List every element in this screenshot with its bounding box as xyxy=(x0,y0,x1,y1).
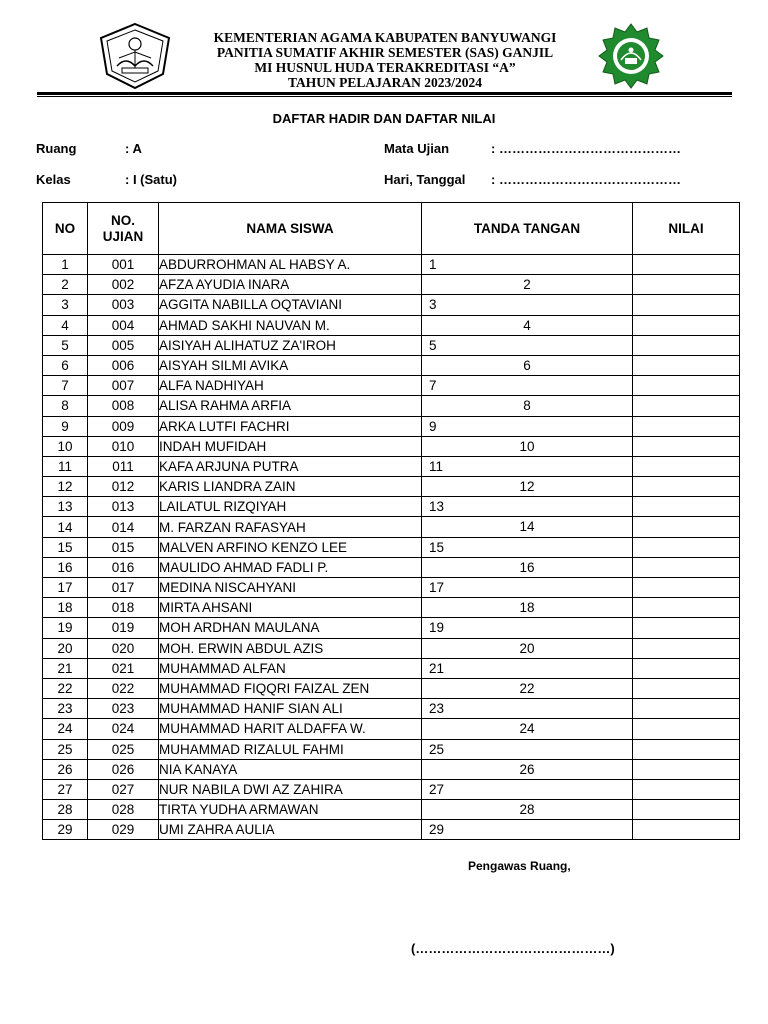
letterhead-line-committee: PANITIA SUMATIF AKHIR SEMESTER (SAS) GANJIL xyxy=(216,45,554,60)
signature-slot-number: 3 xyxy=(429,297,437,313)
cell-nama-siswa: AHMAD SAKHI NAUVAN M. xyxy=(159,315,422,335)
table-row xyxy=(43,739,740,759)
cell-nama-siswa: KARIS LIANDRA ZAIN xyxy=(159,477,422,497)
cell-no-ujian: 009 xyxy=(88,416,159,436)
cell-nama-siswa: MAULIDO AHMAD FADLI P. xyxy=(159,557,422,577)
cell-tanda-tangan[interactable] xyxy=(422,779,633,799)
table-row xyxy=(43,517,740,537)
cell-no: 3 xyxy=(43,295,88,315)
cell-no-ujian: 014 xyxy=(88,517,159,537)
signature-slot-number: 18 xyxy=(519,600,535,616)
cell-nilai[interactable] xyxy=(633,255,740,275)
cell-no-ujian: 002 xyxy=(88,275,159,295)
cell-nilai[interactable] xyxy=(633,315,740,335)
table-row xyxy=(43,779,740,799)
cell-no: 25 xyxy=(43,739,88,759)
cell-no-ujian: 022 xyxy=(88,678,159,698)
cell-no-ujian: 008 xyxy=(88,396,159,416)
cell-tanda-tangan[interactable] xyxy=(422,678,633,698)
cell-nama-siswa: MUHAMMAD ALFAN xyxy=(159,658,422,678)
signature-slot-number: 19 xyxy=(429,620,445,636)
cell-no-ujian: 010 xyxy=(88,436,159,456)
table-row xyxy=(43,255,740,275)
kelas-label: Kelas xyxy=(36,172,71,187)
cell-no-ujian: 004 xyxy=(88,315,159,335)
cell-nama-siswa: ABDURROHMAN AL HABSY A. xyxy=(159,255,422,275)
signature-slot-number: 5 xyxy=(429,337,437,353)
cell-nilai[interactable] xyxy=(633,295,740,315)
school-emblem-icon xyxy=(591,22,671,90)
letterhead-line-school: MI HUSNUL HUDA TERAKREDITASI “A” xyxy=(254,60,516,75)
cell-no: 20 xyxy=(43,638,88,658)
signature-slot-number: 2 xyxy=(523,277,531,293)
cell-no: 1 xyxy=(43,255,88,275)
cell-nama-siswa: MALVEN ARFINO KENZO LEE xyxy=(159,537,422,557)
table-row xyxy=(43,759,740,779)
cell-no-ujian: 015 xyxy=(88,537,159,557)
cell-nilai[interactable] xyxy=(633,355,740,375)
table-row xyxy=(43,416,740,436)
cell-nama-siswa: INDAH MUFIDAH xyxy=(159,436,422,456)
hari-tanggal-value: : …………………………………… xyxy=(491,172,681,187)
letterhead xyxy=(0,0,768,100)
cell-tanda-tangan[interactable] xyxy=(422,416,633,436)
cell-no-ujian: 027 xyxy=(88,779,159,799)
cell-nilai[interactable] xyxy=(633,436,740,456)
cell-no: 14 xyxy=(43,517,88,537)
signature-slot-number: 11 xyxy=(429,458,444,474)
signature-slot-number: 1 xyxy=(429,257,437,272)
table-row xyxy=(43,658,740,678)
cell-tanda-tangan[interactable] xyxy=(422,557,633,577)
signature-slot-number: 10 xyxy=(519,438,535,454)
table-row xyxy=(43,456,740,476)
letterhead-line-year: TAHUN PELAJARAN 2023/2024 xyxy=(287,75,482,90)
signature-slot-number: 17 xyxy=(429,580,445,595)
signature-slot-number: 25 xyxy=(429,741,445,757)
cell-no-ujian: 018 xyxy=(88,598,159,618)
cell-tanda-tangan[interactable] xyxy=(422,699,633,719)
cell-nama-siswa: AGGITA NABILLA OQTAVIANI xyxy=(159,295,422,315)
cell-no: 22 xyxy=(43,678,88,698)
cell-no-ujian: 016 xyxy=(88,557,159,577)
cell-nama-siswa: ALFA NADHIYAH xyxy=(159,376,422,396)
cell-no-ujian: 019 xyxy=(88,618,159,638)
cell-nilai[interactable] xyxy=(633,396,740,416)
cell-no-ujian: 020 xyxy=(88,638,159,658)
cell-nilai[interactable] xyxy=(633,578,740,598)
table-row xyxy=(43,719,740,739)
signature-slot-number: 16 xyxy=(519,559,535,575)
attendance-grade-table xyxy=(42,202,740,840)
cell-tanda-tangan[interactable] xyxy=(422,436,633,456)
cell-tanda-tangan[interactable] xyxy=(422,497,633,517)
cell-tanda-tangan[interactable] xyxy=(422,578,633,598)
cell-no-ujian: 029 xyxy=(88,820,159,840)
header-nama-siswa: NAMA SISWA xyxy=(159,203,422,255)
signature-slot-number: 22 xyxy=(519,680,535,696)
table-row xyxy=(43,598,740,618)
signature-slot-number: 28 xyxy=(519,802,535,818)
cell-no: 15 xyxy=(43,537,88,557)
cell-no-ujian: 013 xyxy=(88,497,159,517)
cell-nama-siswa: MEDINA NISCAHYANI xyxy=(159,578,422,598)
cell-nilai[interactable] xyxy=(633,678,740,698)
cell-nilai[interactable] xyxy=(633,638,740,658)
cell-nilai[interactable] xyxy=(633,456,740,476)
cell-no: 23 xyxy=(43,699,88,719)
signature-slot-number: 8 xyxy=(523,398,531,414)
table-row xyxy=(43,618,740,638)
cell-tanda-tangan[interactable] xyxy=(422,820,633,840)
cell-no-ujian: 007 xyxy=(88,376,159,396)
cell-tanda-tangan[interactable] xyxy=(422,598,633,618)
cell-no: 7 xyxy=(43,376,88,396)
cell-nama-siswa: MUHAMMAD RIZALUL FAHMI xyxy=(159,739,422,759)
cell-nama-siswa: MUHAMMAD FIQQRI FAIZAL ZEN xyxy=(159,678,422,698)
cell-no: 17 xyxy=(43,578,88,598)
cell-no-ujian: 001 xyxy=(88,255,159,275)
letterhead-text xyxy=(185,30,585,90)
header-no-ujian xyxy=(88,203,159,255)
cell-no: 29 xyxy=(43,820,88,840)
cell-no: 21 xyxy=(43,658,88,678)
ruang-label: Ruang xyxy=(36,141,77,156)
cell-nilai[interactable] xyxy=(633,477,740,497)
cell-no: 9 xyxy=(43,416,88,436)
pengawas-label: Pengawas Ruang, xyxy=(468,859,571,873)
cell-no: 18 xyxy=(43,598,88,618)
cell-nilai[interactable] xyxy=(633,275,740,295)
cell-nilai[interactable] xyxy=(633,376,740,396)
cell-nilai[interactable] xyxy=(633,658,740,678)
header-no-ujian-line1: NO. xyxy=(110,212,135,228)
cell-no-ujian: 011 xyxy=(88,456,159,476)
signature-slot-number: 27 xyxy=(429,781,445,797)
cell-nama-siswa: M. FARZAN RAFASYAH xyxy=(159,517,422,537)
letterhead-rule-thick xyxy=(37,92,732,95)
header-tanda-tangan: TANDA TANGAN xyxy=(422,203,633,255)
table-row xyxy=(43,800,740,820)
cell-nama-siswa: ALISA RAHMA ARFIA xyxy=(159,396,422,416)
cell-tanda-tangan[interactable] xyxy=(422,658,633,678)
cell-tanda-tangan[interactable] xyxy=(422,517,633,537)
table-row xyxy=(43,355,740,375)
cell-nama-siswa: KAFA ARJUNA PUTRA xyxy=(159,456,422,476)
signature-slot-number: 15 xyxy=(429,539,445,555)
cell-tanda-tangan[interactable] xyxy=(422,618,633,638)
signature-placeholder: (………………………………………) xyxy=(411,941,615,956)
mata-ujian-label: Mata Ujian xyxy=(384,141,450,156)
signature-slot-number: 9 xyxy=(429,418,437,434)
cell-no: 4 xyxy=(43,315,88,335)
table-row xyxy=(43,820,740,840)
cell-no: 6 xyxy=(43,355,88,375)
signature-slot-number: 26 xyxy=(519,761,535,777)
signature-slot-number: 12 xyxy=(519,479,535,495)
cell-nilai[interactable] xyxy=(633,820,740,840)
header-no-ujian-line2: UJIAN xyxy=(102,228,144,244)
cell-tanda-tangan[interactable] xyxy=(422,255,633,275)
cell-tanda-tangan[interactable] xyxy=(422,335,633,355)
kelas-value: : I (Satu) xyxy=(125,172,177,187)
cell-tanda-tangan[interactable] xyxy=(422,376,633,396)
cell-no: 12 xyxy=(43,477,88,497)
cell-no-ujian: 005 xyxy=(88,335,159,355)
table-body xyxy=(43,255,740,840)
cell-nilai[interactable] xyxy=(633,416,740,436)
table-row xyxy=(43,295,740,315)
cell-no-ujian: 017 xyxy=(88,578,159,598)
cell-nama-siswa: MUHAMMAD HANIF SIAN ALI xyxy=(159,699,422,719)
kemenag-emblem-icon xyxy=(95,22,175,90)
cell-nama-siswa: MOH ARDHAN MAULANA xyxy=(159,618,422,638)
cell-nama-siswa: NIA KANAYA xyxy=(159,759,422,779)
cell-no-ujian: 028 xyxy=(88,800,159,820)
cell-no: 13 xyxy=(43,497,88,517)
cell-tanda-tangan[interactable] xyxy=(422,295,633,315)
cell-nama-siswa: NUR NABILA DWI AZ ZAHIRA xyxy=(159,779,422,799)
cell-tanda-tangan[interactable] xyxy=(422,396,633,416)
cell-nilai[interactable] xyxy=(633,537,740,557)
cell-nama-siswa: AISYAH SILMI AVIKA xyxy=(159,355,422,375)
cell-nilai[interactable] xyxy=(633,598,740,618)
cell-no-ujian: 003 xyxy=(88,295,159,315)
cell-nilai[interactable] xyxy=(633,719,740,739)
hari-tanggal-label: Hari, Tanggal xyxy=(384,172,466,187)
table-row xyxy=(43,396,740,416)
cell-no: 27 xyxy=(43,779,88,799)
signature-slot-number: 6 xyxy=(523,357,531,373)
signature-slot-number: 4 xyxy=(523,317,531,333)
cell-nama-siswa: AISIYAH ALIHATUZ ZA'IROH xyxy=(159,335,422,355)
table-row xyxy=(43,376,740,396)
cell-no: 10 xyxy=(43,436,88,456)
cell-tanda-tangan[interactable] xyxy=(422,638,633,658)
cell-nilai[interactable] xyxy=(633,759,740,779)
cell-tanda-tangan[interactable] xyxy=(422,355,633,375)
table-row xyxy=(43,699,740,719)
cell-no-ujian: 006 xyxy=(88,355,159,375)
signature-slot-number: 7 xyxy=(429,378,437,394)
table-header-row xyxy=(43,203,740,255)
cell-no: 2 xyxy=(43,275,88,295)
cell-nilai[interactable] xyxy=(633,517,740,537)
signature-slot-number: 13 xyxy=(429,499,445,515)
table-row xyxy=(43,436,740,456)
table-row xyxy=(43,335,740,355)
signature-slot-number: 21 xyxy=(429,660,445,676)
cell-no-ujian: 012 xyxy=(88,477,159,497)
table-row xyxy=(43,537,740,557)
signature-slot-number: 14 xyxy=(519,519,535,535)
cell-no-ujian: 026 xyxy=(88,759,159,779)
cell-nama-siswa: TIRTA YUDHA ARMAWAN xyxy=(159,800,422,820)
signature-slot-number: 23 xyxy=(429,701,445,717)
cell-no: 16 xyxy=(43,557,88,577)
table-row xyxy=(43,477,740,497)
cell-no: 28 xyxy=(43,800,88,820)
table-row xyxy=(43,638,740,658)
table-row xyxy=(43,557,740,577)
cell-tanda-tangan[interactable] xyxy=(422,456,633,476)
cell-nilai[interactable] xyxy=(633,618,740,638)
table-row xyxy=(43,678,740,698)
cell-nilai[interactable] xyxy=(633,739,740,759)
cell-no: 5 xyxy=(43,335,88,355)
header-nilai: NILAI xyxy=(633,203,740,255)
cell-nama-siswa: AFZA AYUDIA INARA xyxy=(159,275,422,295)
cell-tanda-tangan[interactable] xyxy=(422,275,633,295)
cell-tanda-tangan[interactable] xyxy=(422,315,633,335)
cell-no: 24 xyxy=(43,719,88,739)
ruang-value: : A xyxy=(125,141,142,156)
letterhead-line-ministry: KEMENTERIAN AGAMA KABUPATEN BANYUWANGI xyxy=(213,30,557,45)
cell-nilai[interactable] xyxy=(633,699,740,719)
signature-slot-number: 24 xyxy=(519,721,535,737)
cell-tanda-tangan[interactable] xyxy=(422,477,633,497)
table-row xyxy=(43,275,740,295)
cell-no-ujian: 024 xyxy=(88,719,159,739)
table-row xyxy=(43,315,740,335)
mata-ujian-value: : …………………………………… xyxy=(491,141,681,156)
cell-no: 8 xyxy=(43,396,88,416)
cell-no: 19 xyxy=(43,618,88,638)
cell-tanda-tangan[interactable] xyxy=(422,537,633,557)
cell-nama-siswa: MIRTA AHSANI xyxy=(159,598,422,618)
table-row xyxy=(43,497,740,517)
cell-nilai[interactable] xyxy=(633,779,740,799)
signature-slot-number: 20 xyxy=(519,640,535,656)
cell-nama-siswa: MOH. ERWIN ABDUL AZIS xyxy=(159,638,422,658)
cell-no-ujian: 025 xyxy=(88,739,159,759)
cell-no-ujian: 023 xyxy=(88,699,159,719)
header-no: NO xyxy=(43,203,88,255)
letterhead-rule-thin xyxy=(37,96,732,97)
cell-nama-siswa: ARKA LUTFI FACHRI xyxy=(159,416,422,436)
signature-slot-number: 29 xyxy=(429,822,445,838)
cell-tanda-tangan[interactable] xyxy=(422,800,633,820)
cell-no-ujian: 021 xyxy=(88,658,159,678)
cell-nama-siswa: UMI ZAHRA AULIA xyxy=(159,820,422,840)
cell-no: 11 xyxy=(43,456,88,476)
cell-nilai[interactable] xyxy=(633,497,740,517)
table-row xyxy=(43,578,740,598)
cell-nilai[interactable] xyxy=(633,557,740,577)
cell-nama-siswa: MUHAMMAD HARIT ALDAFFA W. xyxy=(159,719,422,739)
cell-no: 26 xyxy=(43,759,88,779)
cell-tanda-tangan[interactable] xyxy=(422,759,633,779)
cell-nama-siswa: LAILATUL RIZQIYAH xyxy=(159,497,422,517)
document-title: DAFTAR HADIR DAN DAFTAR NILAI xyxy=(272,111,496,126)
cell-nilai[interactable] xyxy=(633,335,740,355)
cell-nilai[interactable] xyxy=(633,800,740,820)
cell-tanda-tangan[interactable] xyxy=(422,719,633,739)
cell-tanda-tangan[interactable] xyxy=(422,739,633,759)
